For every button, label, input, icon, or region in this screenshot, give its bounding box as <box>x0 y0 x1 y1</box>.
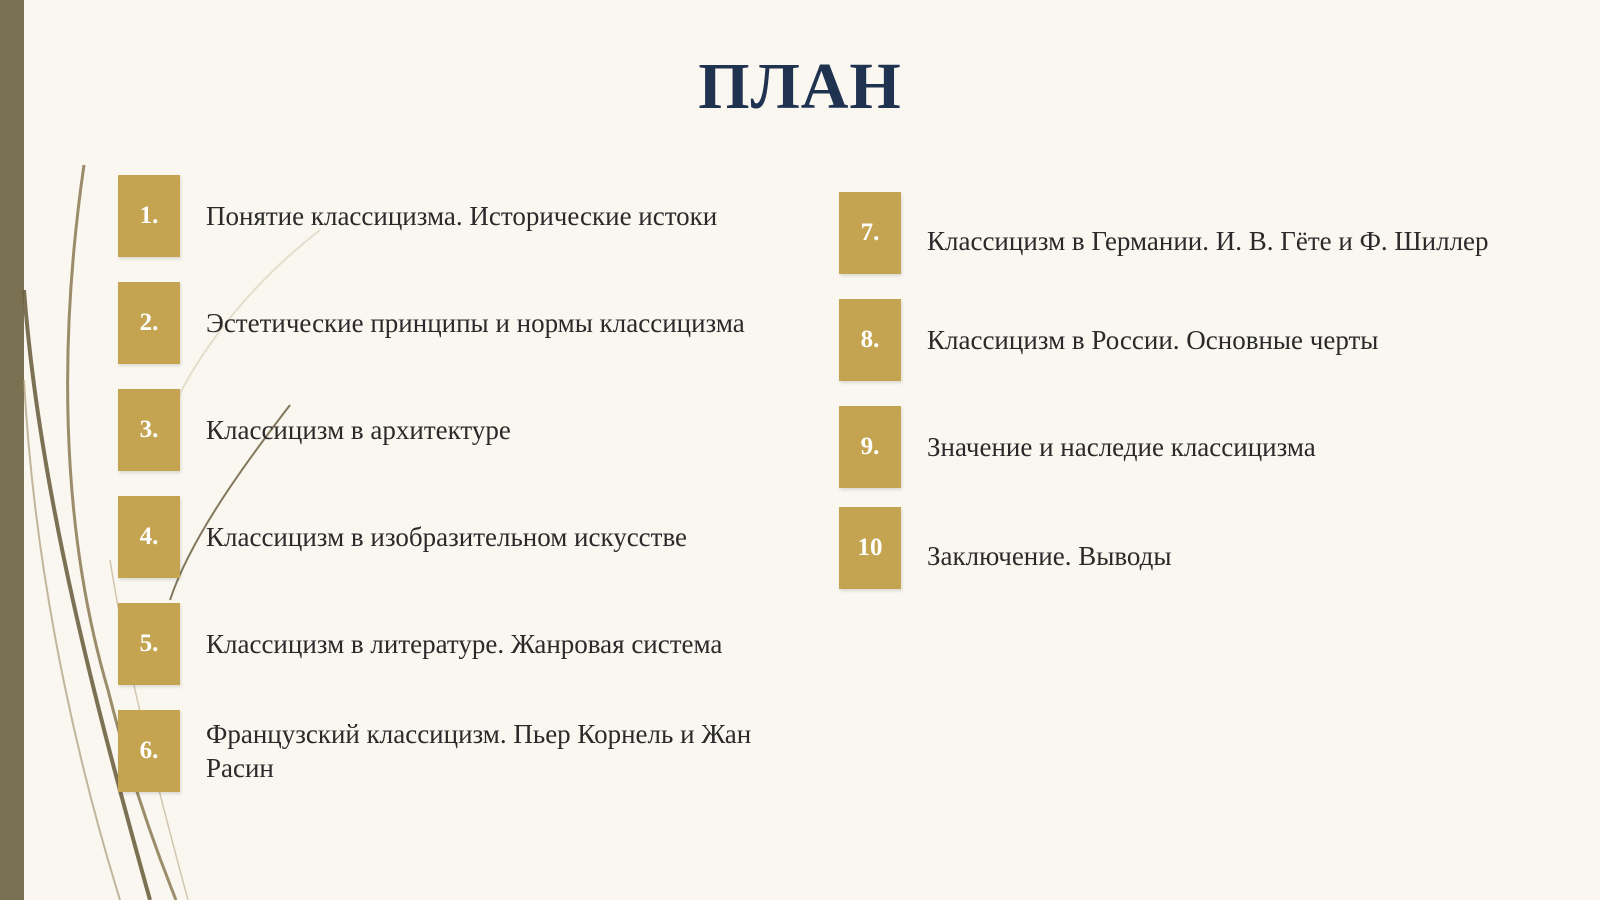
item-number-badge: 8. <box>839 299 901 381</box>
plan-item-6 <box>118 710 818 792</box>
item-number-badge: 6. <box>118 710 180 792</box>
item-text: Значение и наследие классицизма <box>927 432 1316 462</box>
item-number-badge: 5. <box>118 603 180 685</box>
item-text: Классицизм в России. Основные черты <box>927 325 1379 355</box>
plan-item-2 <box>118 282 818 364</box>
item-number-badge: 10 <box>839 507 901 589</box>
plan-item-9 <box>839 406 1579 488</box>
item-text: Классицизм в литературе. Жанровая система <box>206 629 723 659</box>
plan-item-3 <box>118 389 818 471</box>
item-text: Заключение. Выводы <box>927 541 1172 571</box>
left-accent-bar <box>0 0 24 900</box>
item-text: Эстетические принципы и нормы классицизма <box>206 308 745 338</box>
item-number-badge: 4. <box>118 496 180 578</box>
item-number-badge: 1. <box>118 175 180 257</box>
plan-item-8 <box>839 299 1579 381</box>
plan-item-10 <box>839 507 1579 589</box>
plan-item-5 <box>118 603 818 685</box>
slide-title: ПЛАН <box>698 50 902 123</box>
item-number-badge: 7. <box>839 192 901 274</box>
plan-item-7 <box>839 192 1579 274</box>
item-text: Классицизм в Германии. И. В. Гёте и Ф. Шиллер <box>927 226 1489 256</box>
item-number-badge: 2. <box>118 282 180 364</box>
plan-item-1 <box>118 175 818 257</box>
item-number-badge: 9. <box>839 406 901 488</box>
item-text: Классицизм в изобразительном искусстве <box>206 522 688 552</box>
item-text: Классицизм в архитектуре <box>206 415 511 445</box>
item-text: Понятие классицизма. Исторические истоки <box>206 201 718 231</box>
item-number-badge: 3. <box>118 389 180 471</box>
item-text: Французский классицизм. Пьер Корнель и Жан Расин <box>206 719 752 783</box>
plan-item-4 <box>118 496 818 578</box>
